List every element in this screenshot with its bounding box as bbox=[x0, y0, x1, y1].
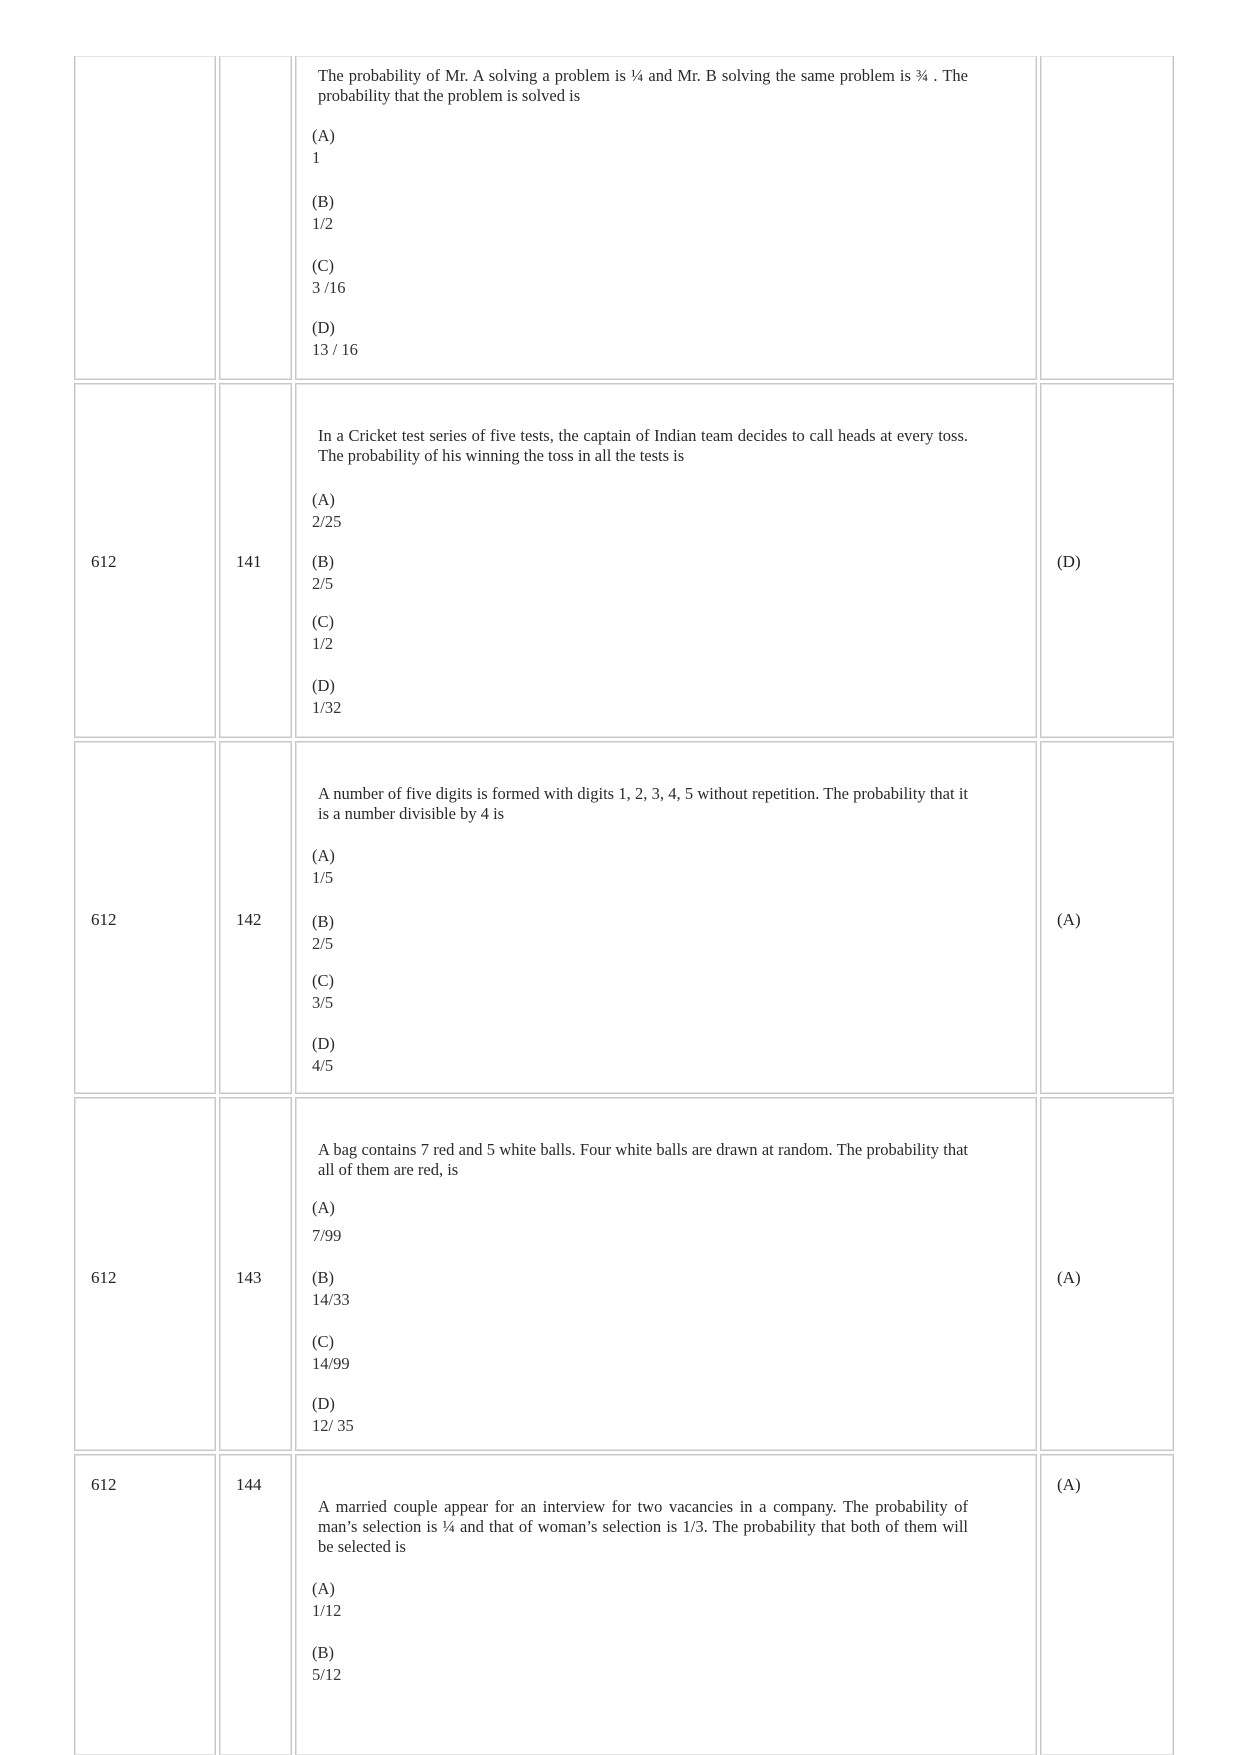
question-text: In a Cricket test series of five tests, the captain of Indian team decides to call heads at every toss. The probability of his winning the toss in all the tests is bbox=[318, 426, 968, 465]
question-number: 143 bbox=[236, 1268, 262, 1287]
option-b: (B) 14/33 bbox=[312, 1268, 350, 1309]
paper-code: 612 bbox=[91, 552, 117, 571]
question-text: The probability of Mr. A solving a problem is ¼ and Mr. B solving the same problem is ¾ . The probability that the problem is solved is bbox=[318, 66, 968, 105]
paper-cell bbox=[74, 1097, 216, 1451]
question-number-cell bbox=[219, 1454, 292, 1755]
answer-cell bbox=[1040, 383, 1174, 738]
table-row bbox=[74, 56, 1174, 380]
question-cell bbox=[295, 1454, 1037, 1755]
question-number-cell bbox=[219, 1097, 292, 1451]
question-number-cell bbox=[219, 383, 292, 738]
paper-cell bbox=[74, 741, 216, 1094]
option-d: (D) 4/5 bbox=[312, 1034, 335, 1075]
answer-cell bbox=[1040, 1097, 1174, 1451]
question-text: A number of five digits is formed with digits 1, 2, 3, 4, 5 without repetition. The probability that it is a number divisible by 4 is bbox=[318, 784, 968, 823]
question-cell bbox=[295, 741, 1037, 1094]
paper-code: 612 bbox=[91, 910, 117, 929]
table-row bbox=[74, 1097, 1174, 1451]
option-d: (D) 13 / 16 bbox=[312, 318, 358, 359]
option-b: (B) 2/5 bbox=[312, 552, 334, 593]
question-text: A bag contains 7 red and 5 white balls. Four white balls are drawn at random. The probability that all of them are red, is bbox=[318, 1140, 968, 1179]
paper-cell bbox=[74, 56, 216, 380]
answer-key: (A) bbox=[1057, 1268, 1081, 1287]
paper-cell bbox=[74, 1454, 216, 1755]
answer-cell bbox=[1040, 56, 1174, 380]
option-a: (A) 1/5 bbox=[312, 846, 335, 887]
table-row bbox=[74, 1454, 1174, 1755]
answer-key: (A) bbox=[1057, 1475, 1081, 1494]
option-c: (C) 14/99 bbox=[312, 1332, 350, 1373]
table-row bbox=[74, 383, 1174, 738]
answer-key: (D) bbox=[1057, 552, 1081, 571]
option-c: (C) 3 /16 bbox=[312, 256, 346, 297]
answer-key: (A) bbox=[1057, 910, 1081, 929]
option-b: (B) 2/5 bbox=[312, 912, 334, 953]
answer-cell bbox=[1040, 1454, 1174, 1755]
option-b: (B) 1/2 bbox=[312, 192, 334, 233]
question-number-cell bbox=[219, 56, 292, 380]
question-number-cell bbox=[219, 741, 292, 1094]
paper-code: 612 bbox=[91, 1268, 117, 1287]
question-number: 141 bbox=[236, 552, 262, 571]
option-c: (C) 1/2 bbox=[312, 612, 334, 653]
table-row bbox=[74, 741, 1174, 1094]
question-text: A married couple appear for an interview for two vacancies in a company. The probability of man’s selection is ¼ and that of woman’s selection is 1/3. The probability that both of them will be selected is bbox=[318, 1497, 968, 1556]
option-a: (A) 1 bbox=[312, 126, 335, 167]
paper-cell bbox=[74, 383, 216, 738]
answer-cell bbox=[1040, 741, 1174, 1094]
question-number: 144 bbox=[236, 1475, 262, 1494]
option-a: (A) 7/99 bbox=[312, 1198, 342, 1245]
question-number: 142 bbox=[236, 910, 262, 929]
question-cell bbox=[295, 383, 1037, 738]
paper-code: 612 bbox=[91, 1475, 117, 1494]
option-b: (B) 5/12 bbox=[312, 1643, 342, 1684]
option-a: (A) 2/25 bbox=[312, 490, 342, 531]
option-a: (A) 1/12 bbox=[312, 1579, 342, 1620]
option-c: (C) 3/5 bbox=[312, 971, 334, 1012]
question-cell bbox=[295, 56, 1037, 380]
option-d: (D) 12/ 35 bbox=[312, 1394, 354, 1435]
question-cell bbox=[295, 1097, 1037, 1451]
option-d: (D) 1/32 bbox=[312, 676, 342, 717]
